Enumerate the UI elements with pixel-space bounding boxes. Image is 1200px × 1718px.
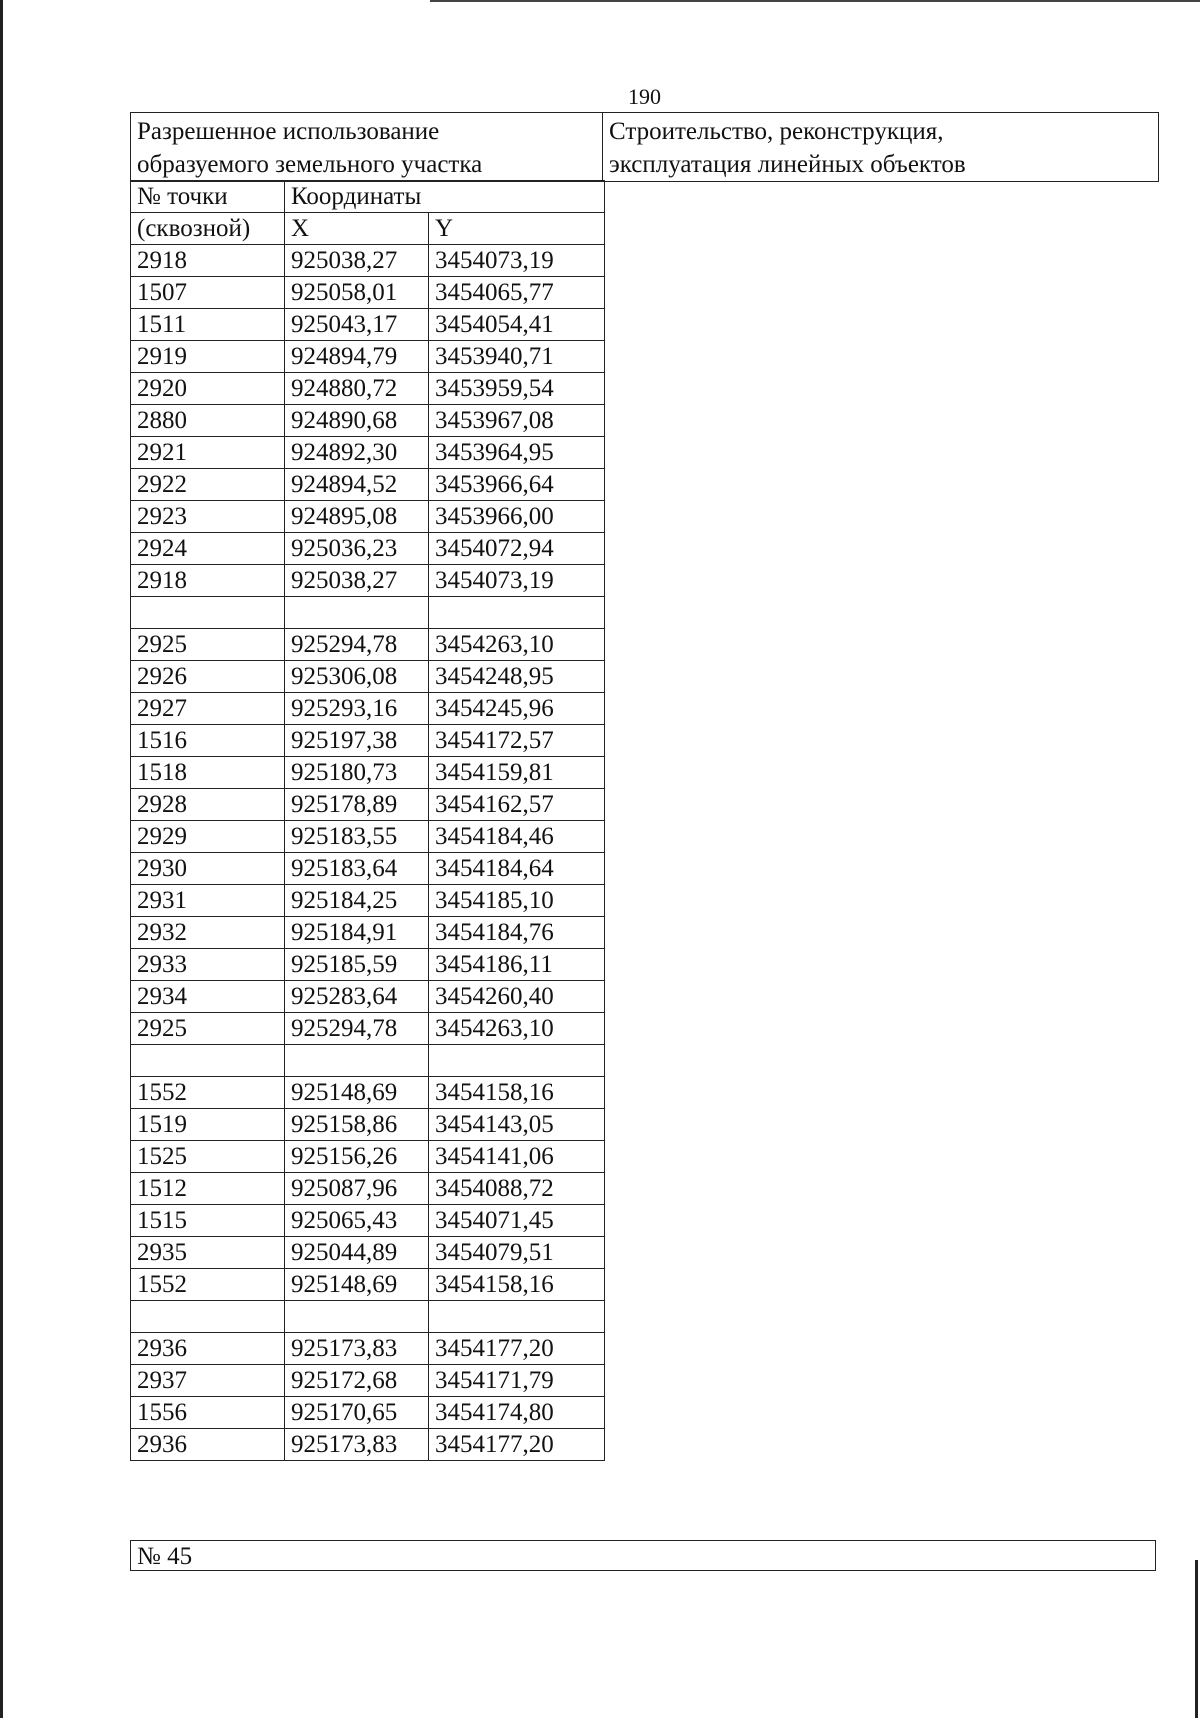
x-coordinate-cell: 925065,43: [285, 1205, 429, 1237]
scan-line-top: [430, 0, 1200, 2]
point-number-cell: 2930: [131, 853, 285, 885]
table-row: [131, 469, 605, 501]
table-row: [131, 629, 605, 661]
point-number-cell: 2918: [131, 565, 285, 597]
table-row: [131, 501, 605, 533]
table-row: [131, 885, 605, 917]
point-number-cell: 2932: [131, 917, 285, 949]
x-coordinate-cell: 925173,83: [285, 1333, 429, 1365]
y-coordinate-cell: 3454184,46: [429, 821, 605, 853]
x-coordinate-cell: 925283,64: [285, 981, 429, 1013]
land-use-value-line2: эксплуатация линейных объектов: [609, 151, 966, 178]
point-number-header: № точки: [131, 181, 285, 213]
point-number-cell: 2880: [131, 405, 285, 437]
table-row: [131, 1173, 605, 1205]
point-number-cell: 1556: [131, 1397, 285, 1429]
x-coordinate-cell: [285, 597, 429, 629]
point-number-cell: 2925: [131, 629, 285, 661]
table-row: [131, 1045, 605, 1077]
coordinates-body: [131, 245, 605, 1461]
y-coordinate-cell: 3454159,81: [429, 757, 605, 789]
x-coordinate-cell: 925172,68: [285, 1365, 429, 1397]
y-coordinate-cell: 3454184,64: [429, 853, 605, 885]
point-number-cell: 1507: [131, 277, 285, 309]
point-number-cell: 1511: [131, 309, 285, 341]
y-coordinate-cell: 3453967,08: [429, 405, 605, 437]
table-row: [131, 341, 605, 373]
y-coordinate-cell: 3454248,95: [429, 661, 605, 693]
table-row: [131, 1141, 605, 1173]
y-coordinate-cell: 3454177,20: [429, 1333, 605, 1365]
x-coordinate-cell: 925148,69: [285, 1269, 429, 1301]
land-use-label-line1: Разрешенное использование: [137, 118, 440, 145]
x-coordinate-cell: 925306,08: [285, 661, 429, 693]
y-coordinate-cell: 3454172,57: [429, 725, 605, 757]
x-coordinate-cell: 925178,89: [285, 789, 429, 821]
table-row: [131, 853, 605, 885]
table-row: [131, 949, 605, 981]
land-use-header-table: [130, 112, 1159, 182]
point-number-cell: 2931: [131, 885, 285, 917]
land-use-value-cell: [603, 113, 1159, 182]
scan-edge-right: [1195, 1560, 1198, 1718]
y-coordinate-cell: 3454186,11: [429, 949, 605, 981]
table-row: [131, 533, 605, 565]
section-number-box: [130, 1540, 1156, 1571]
land-use-label-cell: [131, 113, 603, 182]
point-number-cell: 2918: [131, 245, 285, 277]
y-coordinate-cell: 3454171,79: [429, 1365, 605, 1397]
point-number-cell: 2935: [131, 1237, 285, 1269]
y-coordinate-cell: 3454088,72: [429, 1173, 605, 1205]
x-coordinate-cell: 924895,08: [285, 501, 429, 533]
x-coordinate-cell: 924880,72: [285, 373, 429, 405]
y-coordinate-cell: 3454158,16: [429, 1077, 605, 1109]
x-coordinate-cell: 925148,69: [285, 1077, 429, 1109]
x-coordinate-cell: 925170,65: [285, 1397, 429, 1429]
point-number-cell: 1512: [131, 1173, 285, 1205]
coordinates-header-row-1: [131, 181, 605, 213]
x-coordinate-cell: [285, 1301, 429, 1333]
coordinates-header: Координаты: [285, 181, 605, 213]
y-coordinate-cell: 3454073,19: [429, 245, 605, 277]
land-use-row: [131, 113, 1159, 182]
table-row: [131, 437, 605, 469]
point-number-cell: 1519: [131, 1109, 285, 1141]
x-column-header: X: [285, 213, 429, 245]
table-row: [131, 1301, 605, 1333]
y-coordinate-cell: 3454185,10: [429, 885, 605, 917]
y-coordinate-cell: 3454072,94: [429, 533, 605, 565]
table-row: [131, 917, 605, 949]
point-number-cell: 2937: [131, 1365, 285, 1397]
y-column-header: Y: [429, 213, 605, 245]
point-number-cell: 1515: [131, 1205, 285, 1237]
point-number-cell: 2920: [131, 373, 285, 405]
table-row: [131, 981, 605, 1013]
point-number-cell: 2923: [131, 501, 285, 533]
x-coordinate-cell: 925044,89: [285, 1237, 429, 1269]
point-number-cell: 2926: [131, 661, 285, 693]
y-coordinate-cell: 3454158,16: [429, 1269, 605, 1301]
coordinates-header-row-2: [131, 213, 605, 245]
table-row: [131, 725, 605, 757]
y-coordinate-cell: 3454162,57: [429, 789, 605, 821]
land-use-value-line1: Строительство, реконструкция,: [609, 118, 944, 145]
table-row: [131, 1429, 605, 1461]
x-coordinate-cell: 925197,38: [285, 725, 429, 757]
table-row: [131, 309, 605, 341]
table-row: [131, 789, 605, 821]
y-coordinate-cell: 3454263,10: [429, 1013, 605, 1045]
point-number-cell: [131, 597, 285, 629]
table-row: [131, 821, 605, 853]
x-coordinate-cell: [285, 1045, 429, 1077]
table-row: [131, 245, 605, 277]
point-number-cell: 1552: [131, 1077, 285, 1109]
scan-edge-left: [0, 0, 3, 1718]
table-row: [131, 757, 605, 789]
y-coordinate-cell: [429, 1045, 605, 1077]
x-coordinate-cell: 925185,59: [285, 949, 429, 981]
point-number-cell: 2925: [131, 1013, 285, 1045]
table-row: [131, 693, 605, 725]
table-row: [131, 373, 605, 405]
point-number-cell: [131, 1301, 285, 1333]
y-coordinate-cell: [429, 1301, 605, 1333]
x-coordinate-cell: 924892,30: [285, 437, 429, 469]
point-number-cell: 2928: [131, 789, 285, 821]
table-row: [131, 1013, 605, 1045]
point-number-subheader: (сквозной): [131, 213, 285, 245]
y-coordinate-cell: 3454177,20: [429, 1429, 605, 1461]
table-row: [131, 1109, 605, 1141]
y-coordinate-cell: 3454143,05: [429, 1109, 605, 1141]
y-coordinate-cell: 3454263,10: [429, 629, 605, 661]
point-number-cell: 2927: [131, 693, 285, 725]
x-coordinate-cell: 925036,23: [285, 533, 429, 565]
point-number-cell: 2919: [131, 341, 285, 373]
section-number-label: № 45: [137, 1543, 193, 1570]
point-number-cell: 2929: [131, 821, 285, 853]
x-coordinate-cell: 925293,16: [285, 693, 429, 725]
y-coordinate-cell: 3454141,06: [429, 1141, 605, 1173]
table-row: [131, 405, 605, 437]
table-row: [131, 1237, 605, 1269]
y-coordinate-cell: 3453966,00: [429, 501, 605, 533]
land-use-label-line2: образуемого земельного участка: [137, 151, 483, 178]
x-coordinate-cell: 925294,78: [285, 629, 429, 661]
page-number: 190: [628, 84, 661, 109]
point-number-cell: 2933: [131, 949, 285, 981]
table-row: [131, 1333, 605, 1365]
table-row: [131, 661, 605, 693]
table-row: [131, 1269, 605, 1301]
y-coordinate-cell: 3454073,19: [429, 565, 605, 597]
table-row: [131, 1397, 605, 1429]
coordinates-table: [130, 180, 605, 1461]
x-coordinate-cell: 924894,52: [285, 469, 429, 501]
y-coordinate-cell: 3454065,77: [429, 277, 605, 309]
x-coordinate-cell: 925043,17: [285, 309, 429, 341]
y-coordinate-cell: 3453964,95: [429, 437, 605, 469]
y-coordinate-cell: 3454071,45: [429, 1205, 605, 1237]
x-coordinate-cell: 925087,96: [285, 1173, 429, 1205]
point-number-cell: [131, 1045, 285, 1077]
x-coordinate-cell: 925180,73: [285, 757, 429, 789]
point-number-cell: 2924: [131, 533, 285, 565]
table-row: [131, 1077, 605, 1109]
y-coordinate-cell: 3454260,40: [429, 981, 605, 1013]
table-row: [131, 1365, 605, 1397]
y-coordinate-cell: 3453940,71: [429, 341, 605, 373]
point-number-cell: 1525: [131, 1141, 285, 1173]
y-coordinate-cell: 3453959,54: [429, 373, 605, 405]
x-coordinate-cell: 925184,91: [285, 917, 429, 949]
x-coordinate-cell: 925158,86: [285, 1109, 429, 1141]
y-coordinate-cell: 3454245,96: [429, 693, 605, 725]
y-coordinate-cell: 3453966,64: [429, 469, 605, 501]
table-row: [131, 1205, 605, 1237]
y-coordinate-cell: 3454184,76: [429, 917, 605, 949]
point-number-cell: 2922: [131, 469, 285, 501]
y-coordinate-cell: 3454079,51: [429, 1237, 605, 1269]
point-number-cell: 1516: [131, 725, 285, 757]
x-coordinate-cell: 925294,78: [285, 1013, 429, 1045]
x-coordinate-cell: 925183,55: [285, 821, 429, 853]
x-coordinate-cell: 925184,25: [285, 885, 429, 917]
x-coordinate-cell: 925156,26: [285, 1141, 429, 1173]
y-coordinate-cell: [429, 597, 605, 629]
point-number-cell: 1552: [131, 1269, 285, 1301]
point-number-cell: 2936: [131, 1333, 285, 1365]
table-row: [131, 597, 605, 629]
x-coordinate-cell: 924894,79: [285, 341, 429, 373]
x-coordinate-cell: 924890,68: [285, 405, 429, 437]
x-coordinate-cell: 925183,64: [285, 853, 429, 885]
table-row: [131, 565, 605, 597]
point-number-cell: 2936: [131, 1429, 285, 1461]
x-coordinate-cell: 925038,27: [285, 565, 429, 597]
point-number-cell: 2934: [131, 981, 285, 1013]
x-coordinate-cell: 925058,01: [285, 277, 429, 309]
point-number-cell: 1518: [131, 757, 285, 789]
x-coordinate-cell: 925038,27: [285, 245, 429, 277]
y-coordinate-cell: 3454174,80: [429, 1397, 605, 1429]
y-coordinate-cell: 3454054,41: [429, 309, 605, 341]
point-number-cell: 2921: [131, 437, 285, 469]
x-coordinate-cell: 925173,83: [285, 1429, 429, 1461]
table-row: [131, 277, 605, 309]
